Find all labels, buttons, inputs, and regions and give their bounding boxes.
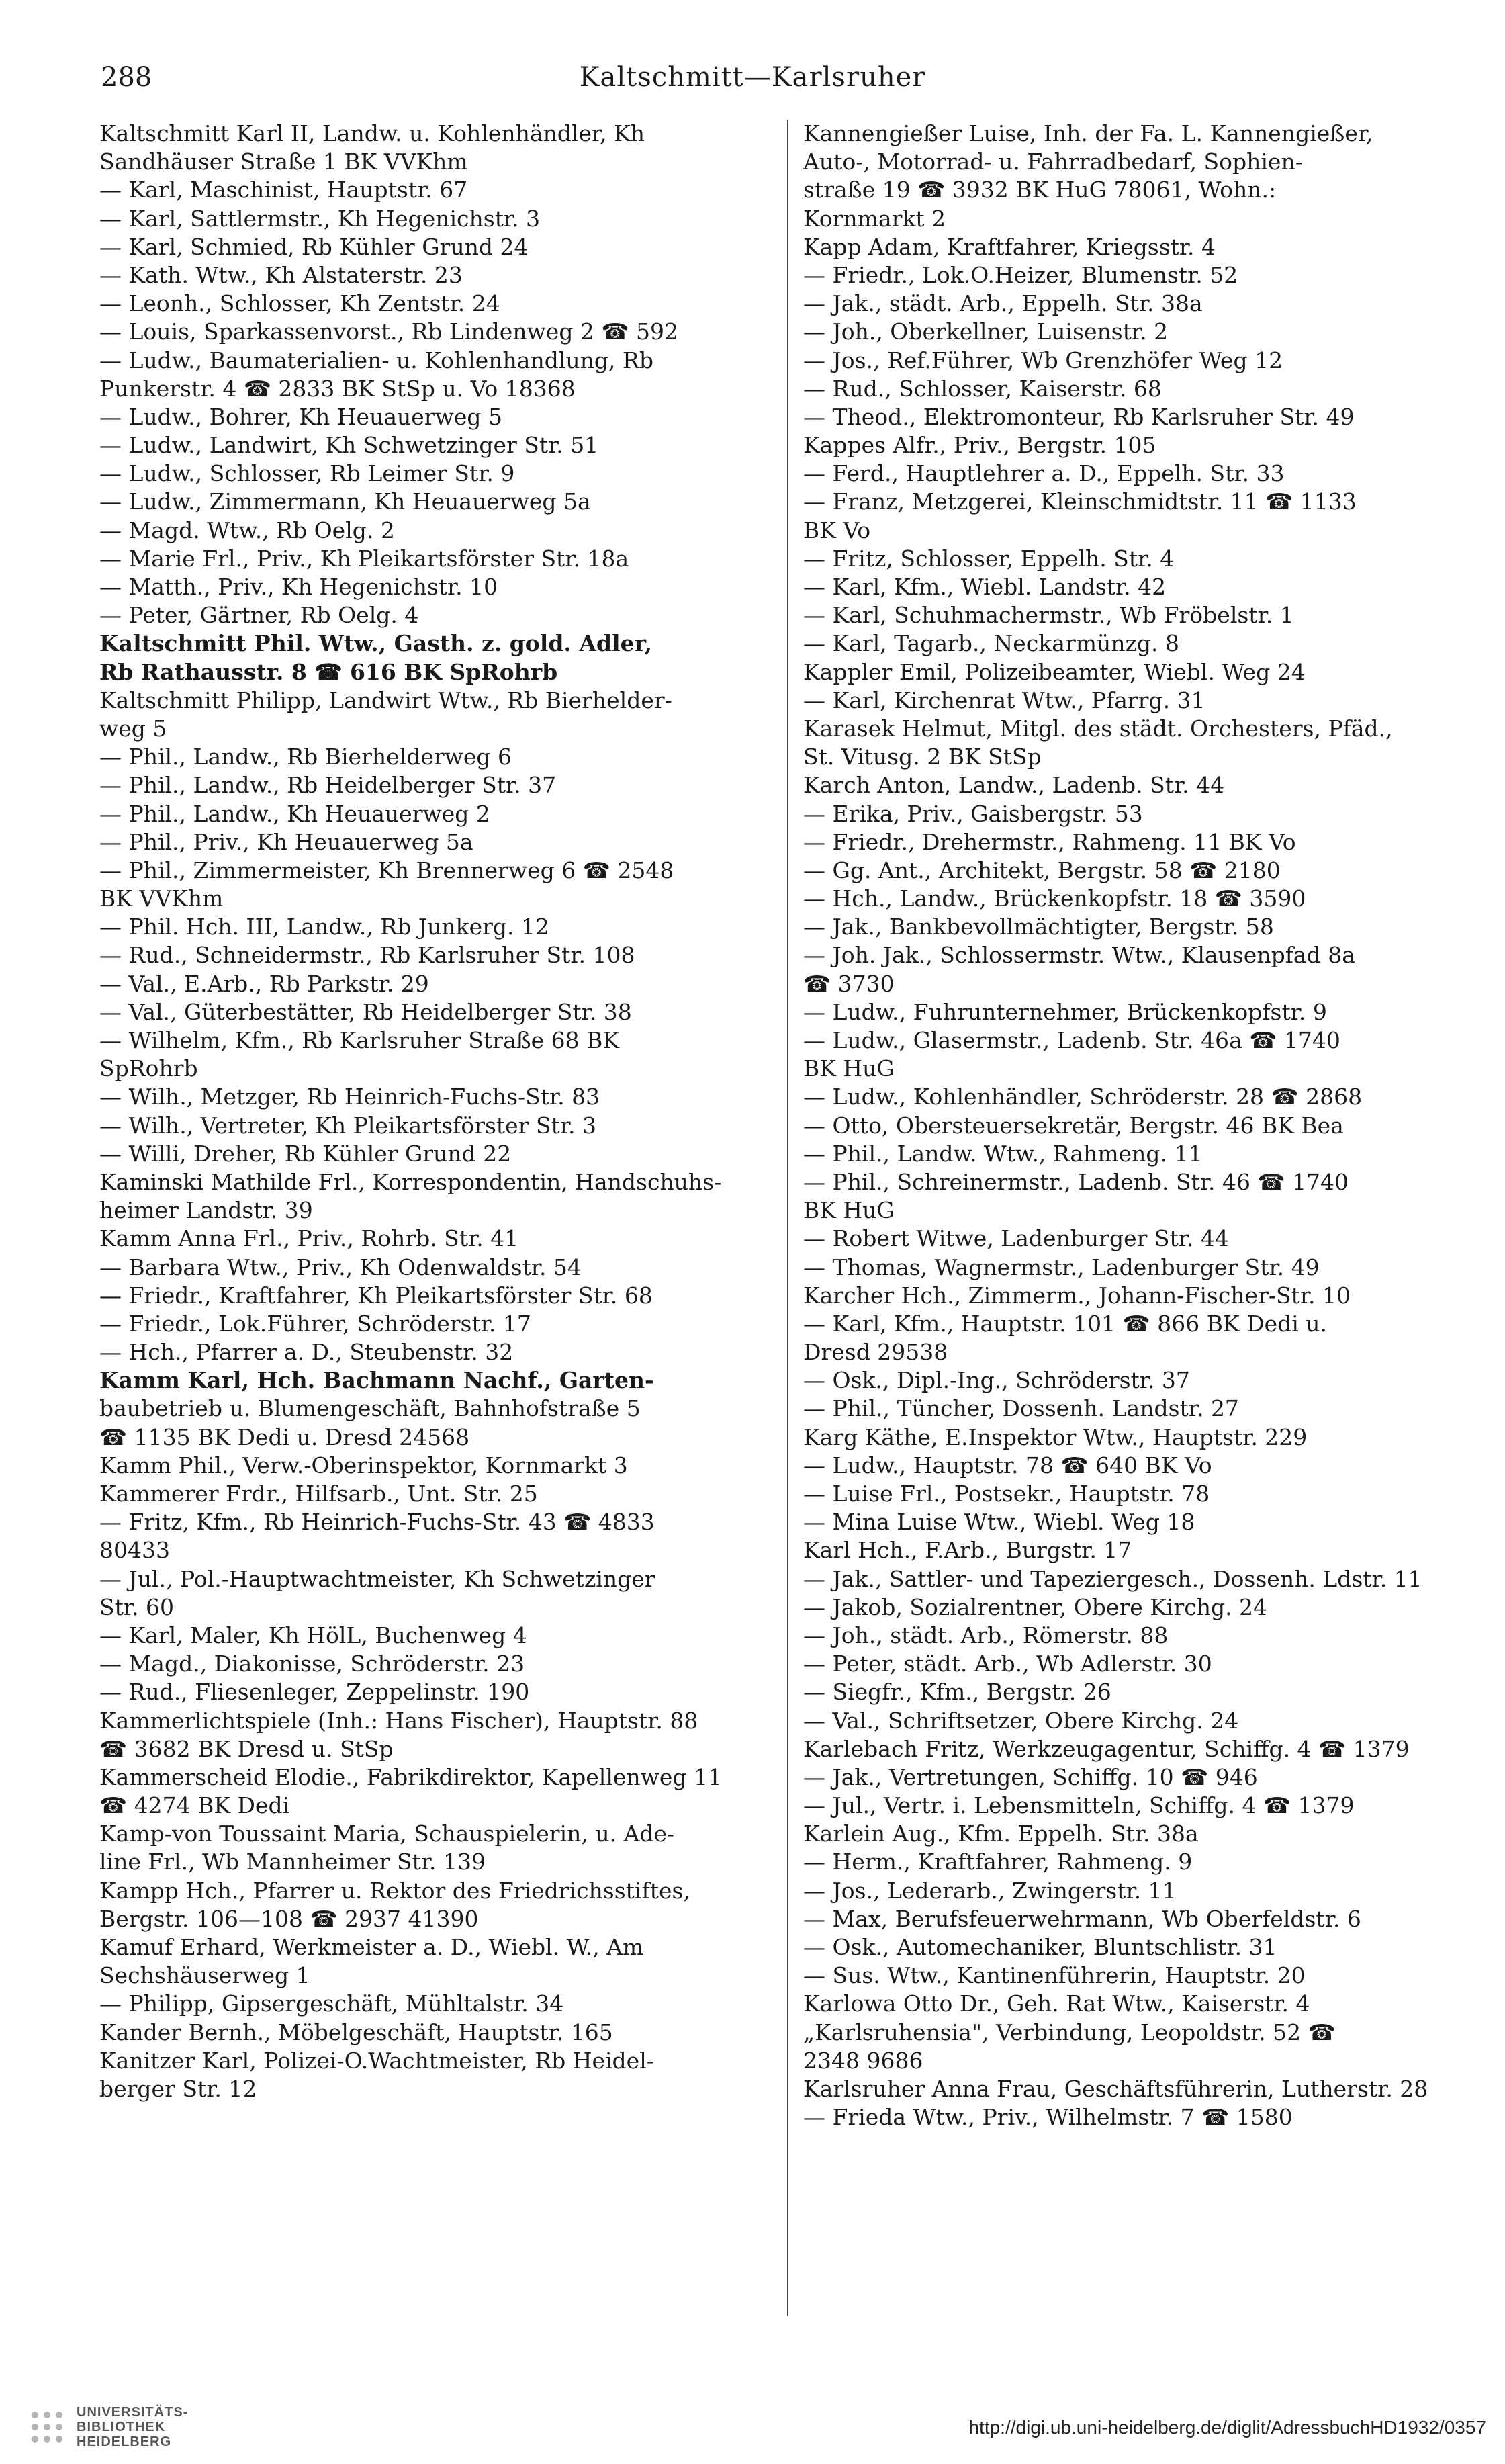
directory-line: Kamm Anna Frl., Priv., Rohrb. Str. 41 [99, 1225, 519, 1252]
directory-line: — Karl, Kirchenrat Wtw., Pfarrg. 31 [803, 687, 1205, 713]
directory-line: — Karl, Kfm., Wiebl. Landstr. 42 [803, 574, 1167, 600]
directory-line: — Magd. Wtw., Rb Oelg. 2 [99, 517, 395, 543]
directory-line: Kannengießer Luise, Inh. der Fa. L. Kannengießer, [803, 120, 1373, 146]
directory-line: — Phil., Landw., Rb Heidelberger Str. 37 [99, 772, 557, 799]
directory-line: straße 19 ☎ 3932 BK HuG 78061, Wohn.: [803, 177, 1277, 204]
directory-line: — Ludw., Glasermstr., Ladenb. Str. 46a ☎ 1740 [803, 1027, 1340, 1053]
library-logo [27, 2405, 188, 2449]
directory-line: — Louis, Sparkassenvorst., Rb Lindenweg 2 ☎ 592 [99, 318, 678, 345]
directory-line: Kornmarkt 2 [803, 205, 946, 232]
directory-line: — Erika, Priv., Gaisbergstr. 53 [803, 800, 1143, 827]
directory-line: 80433 [99, 1537, 170, 1564]
directory-line: Auto-, Motorrad- u. Fahrradbedarf, Sophien- [803, 148, 1303, 175]
directory-line: — Herm., Kraftfahrer, Rahmeng. 9 [803, 1849, 1193, 1876]
directory-line: — Phil., Zimmermeister, Kh Brennerweg 6 ☎ 2548 [99, 856, 674, 883]
directory-line: — Fritz, Kfm., Rb Heinrich-Fuchs-Str. 43 ☎ 4833 [99, 1509, 655, 1536]
directory-line: — Willi, Dreher, Rb Kühler Grund 22 [99, 1140, 512, 1167]
directory-line: Kammerlichtspiele (Inh.: Hans Fischer), Hauptstr. 88 [99, 1707, 698, 1734]
directory-line: berger Str. 12 [99, 2075, 257, 2102]
directory-line: — Ludw., Kohlenhändler, Schröderstr. 28 ☎ 2868 [803, 1084, 1363, 1110]
directory-line: — Karl, Sattlermstr., Kh Hegenichstr. 3 [99, 205, 541, 232]
directory-line: Karlebach Fritz, Werkzeugagentur, Schiffg. 4 ☎ 1379 [803, 1735, 1410, 1762]
directory-line: — Hch., Pfarrer a. D., Steubenstr. 32 [99, 1339, 514, 1366]
directory-line: — Wilh., Vertreter, Kh Pleikartsförster Str. 3 [99, 1112, 596, 1139]
directory-line: — Friedr., Lok.O.Heizer, Blumenstr. 52 [803, 261, 1238, 288]
directory-line: — Joh., Oberkellner, Luisenstr. 2 [803, 318, 1169, 345]
directory-line: Kaltschmitt Philipp, Landwirt Wtw., Rb Bierhelder- [99, 687, 672, 713]
directory-line: — Matth., Priv., Kh Hegenichstr. 10 [99, 574, 498, 600]
directory-line: Kaminski Mathilde Frl., Korrespondentin, Handschuhs- [99, 1168, 722, 1195]
directory-line: Karch Anton, Landw., Ladenb. Str. 44 [803, 772, 1225, 799]
directory-line: — Jak., Vertretungen, Schiffg. 10 ☎ 946 [803, 1763, 1258, 1790]
directory-line: BK HuG [803, 1197, 895, 1224]
directory-line: — Jakob, Sozialrentner, Obere Kirchg. 24 [803, 1593, 1268, 1620]
directory-line: — Phil., Landw., Kh Heuauerweg 2 [99, 800, 490, 827]
directory-line: Karlein Aug., Kfm. Eppelh. Str. 38a [803, 1820, 1199, 1847]
directory-line: — Ludw., Zimmermann, Kh Heuauerweg 5a [99, 488, 591, 515]
directory-line: — Val., E.Arb., Rb Parkstr. 29 [99, 970, 429, 997]
directory-line: Sechshäuserweg 1 [99, 1962, 310, 1989]
directory-line: — Val., Schriftsetzer, Obere Kirchg. 24 [803, 1707, 1239, 1734]
directory-line: Karasek Helmut, Mitgl. des städt. Orchesters, Pfäd., [803, 715, 1393, 742]
directory-line: — Ludw., Hauptstr. 78 ☎ 640 BK Vo [803, 1452, 1212, 1479]
directory-line: — Leonh., Schlosser, Kh Zentstr. 24 [99, 290, 500, 317]
directory-line: Kaltschmitt Karl II, Landw. u. Kohlenhändler, Kh [99, 120, 645, 146]
directory-line: — Ludw., Baumaterialien- u. Kohlenhandlung, Rb [99, 347, 653, 373]
source-url[interactable]: http://digi.ub.uni-heidelberg.de/diglit/AdressbuchHD1932/0357 [968, 2417, 1486, 2438]
directory-line: — Hch., Landw., Brückenkopfstr. 18 ☎ 3590 [803, 885, 1306, 912]
directory-line: BK HuG [803, 1055, 895, 1082]
directory-line: — Phil., Landw., Rb Bierhelderweg 6 [99, 744, 512, 771]
directory-line: — Phil., Schreinermstr., Ladenb. Str. 46 ☎ 1740 [803, 1168, 1349, 1195]
directory-line: — Friedr., Kraftfahrer, Kh Pleikartsförster Str. 68 [99, 1282, 653, 1309]
directory-line: line Frl., Wb Mannheimer Str. 139 [99, 1849, 486, 1876]
directory-line: — Jak., Sattler- und Tapeziergesch., Dossenh. Ldstr. 11 [803, 1565, 1422, 1592]
directory-line: — Theod., Elektromonteur, Rb Karlsruher Str. 49 [803, 403, 1355, 430]
directory-line: Kammerer Frdr., Hilfsarb., Unt. Str. 25 [99, 1481, 538, 1507]
directory-line: — Ludw., Fuhrunternehmer, Brückenkopfstr. 9 [803, 998, 1327, 1025]
directory-line: Karlowa Otto Dr., Geh. Rat Wtw., Kaiserstr. 4 [803, 1990, 1310, 2017]
directory-line: — Karl, Schuhmachermstr., Wb Fröbelstr. 1 [803, 602, 1294, 629]
directory-line: „Karlsruhensia", Verbindung, Leopoldstr. 52 ☎ [803, 2019, 1336, 2045]
directory-line: Kappes Alfr., Priv., Bergstr. 105 [803, 432, 1156, 459]
directory-line: Kander Bernh., Möbelgeschäft, Hauptstr. 165 [99, 2019, 613, 2045]
directory-line: Bergstr. 106—108 ☎ 2937 41390 [99, 1905, 479, 1932]
directory-line: — Ferd., Hauptlehrer a. D., Eppelh. Str. 33 [803, 460, 1285, 487]
directory-line: Kampp Hch., Pfarrer u. Rektor des Friedrichsstiftes, [99, 1877, 690, 1904]
directory-line: Kamp-von Toussaint Maria, Schauspielerin, u. Ade- [99, 1820, 675, 1847]
directory-line: ☎ 3682 BK Dresd u. StSp [99, 1735, 394, 1762]
directory-line: — Karl, Maler, Kh HölL, Buchenweg 4 [99, 1622, 527, 1648]
directory-line: — Ludw., Schlosser, Rb Leimer Str. 9 [99, 460, 515, 487]
logo-line-3: HEIDELBERG [77, 2434, 172, 2449]
directory-line: — Karl, Tagarb., Neckarmünzg. 8 [803, 630, 1180, 657]
directory-line: Sandhäuser Straße 1 BK VVKhm [99, 148, 468, 175]
directory-line: — Jos., Ref.Führer, Wb Grenzhöfer Weg 12 [803, 347, 1283, 373]
directory-line: Kappler Emil, Polizeibeamter, Wiebl. Weg 24 [803, 658, 1306, 685]
right-column [803, 120, 1475, 2316]
directory-line: — Jul., Pol.-Hauptwachtmeister, Kh Schwetzinger [99, 1565, 655, 1592]
directory-line: — Phil., Landw. Wtw., Rahmeng. 11 [803, 1140, 1203, 1167]
directory-line: — Barbara Wtw., Priv., Kh Odenwaldstr. 54 [99, 1253, 582, 1280]
directory-line: Kaltschmitt Phil. Wtw., Gasth. z. gold. Adler, [99, 630, 653, 657]
directory-line: ☎ 4274 BK Dedi [99, 1792, 290, 1819]
directory-line: — Karl, Kfm., Hauptstr. 101 ☎ 866 BK Dedi u. [803, 1310, 1328, 1337]
directory-line: Kamm Karl, Hch. Bachmann Nachf., Garten- [99, 1367, 654, 1394]
directory-line: — Ludw., Landwirt, Kh Schwetzinger Str. 51 [99, 432, 599, 459]
directory-line: — Phil. Hch. III, Landw., Rb Junkerg. 12 [99, 914, 549, 940]
directory-line: — Robert Witwe, Ladenburger Str. 44 [803, 1225, 1229, 1252]
directory-line: — Wilh., Metzger, Rb Heinrich-Fuchs-Str. 83 [99, 1084, 600, 1110]
directory-line: — Phil., Tüncher, Dossenh. Landstr. 27 [803, 1395, 1239, 1422]
directory-line: — Osk., Dipl.-Ing., Schröderstr. 37 [803, 1367, 1190, 1394]
directory-line: ☎ 3730 [803, 970, 895, 997]
directory-line: — Kath. Wtw., Kh Alstaterstr. 23 [99, 261, 463, 288]
directory-line: — Jul., Vertr. i. Lebensmitteln, Schiffg. 4 ☎ 1379 [803, 1792, 1355, 1819]
directory-line: ☎ 1135 BK Dedi u. Dresd 24568 [99, 1423, 470, 1450]
directory-line: — Peter, Gärtner, Rb Oelg. 4 [99, 602, 419, 629]
directory-line: Kapp Adam, Kraftfahrer, Kriegsstr. 4 [803, 233, 1216, 260]
directory-line: — Friedr., Drehermstr., Rahmeng. 11 BK Vo [803, 828, 1296, 855]
directory-line: St. Vitusg. 2 BK StSp [803, 744, 1042, 771]
left-column [99, 120, 771, 2316]
directory-line: — Jak., Bankbevollmächtigter, Bergstr. 58 [803, 914, 1274, 940]
logo-line-2: BIBLIOTHEK [77, 2420, 166, 2434]
directory-line: Karl Hch., F.Arb., Burgstr. 17 [803, 1537, 1132, 1564]
column-rule [787, 120, 788, 2316]
logo-line-1: UNIVERSITÄTS- [77, 2405, 189, 2420]
directory-line: — Karl, Maschinist, Hauptstr. 67 [99, 177, 468, 204]
directory-line: — Luise Frl., Postsekr., Hauptstr. 78 [803, 1481, 1210, 1507]
directory-line: Kanitzer Karl, Polizei-O.Wachtmeister, Rb Heidel- [99, 2047, 654, 2074]
directory-line: — Wilhelm, Kfm., Rb Karlsruher Straße 68 BK [99, 1027, 620, 1053]
directory-line: Karlsruher Anna Frau, Geschäftsführerin, Lutherstr. 28 [803, 2075, 1428, 2102]
directory-line: — Otto, Obersteuersekretär, Bergstr. 46 BK Bea [803, 1112, 1344, 1139]
directory-line: — Mina Luise Wtw., Wiebl. Weg 18 [803, 1509, 1195, 1536]
directory-line: — Magd., Diakonisse, Schröderstr. 23 [99, 1651, 525, 1677]
directory-line: — Frieda Wtw., Priv., Wilhelmstr. 7 ☎ 1580 [803, 2104, 1293, 2131]
directory-line: BK VVKhm [99, 885, 224, 912]
directory-line: — Rud., Schlosser, Kaiserstr. 68 [803, 375, 1162, 402]
directory-line: — Marie Frl., Priv., Kh Pleikartsförster Str. 18a [99, 545, 629, 572]
directory-line: — Joh. Jak., Schlossermstr. Wtw., Klausenpfad 8a [803, 942, 1355, 969]
directory-line: SpRohrb [99, 1055, 198, 1082]
page-number: 288 [101, 62, 152, 93]
directory-line: — Sus. Wtw., Kantinenführerin, Hauptstr. 20 [803, 1962, 1306, 1989]
directory-line: Str. 60 [99, 1593, 174, 1620]
running-head: Kaltschmitt—Karlsruher [579, 62, 926, 93]
directory-line: Punkerstr. 4 ☎ 2833 BK StSp u. Vo 18368 [99, 375, 576, 402]
directory-line: — Rud., Schneidermstr., Rb Karlsruher Str. 108 [99, 942, 635, 969]
directory-line: Rb Rathausstr. 8 ☎ 616 BK SpRohrb [99, 658, 558, 685]
directory-line: — Jos., Lederarb., Zwingerstr. 11 [803, 1877, 1177, 1904]
directory-line: — Ludw., Bohrer, Kh Heuauerweg 5 [99, 403, 502, 430]
directory-line: — Franz, Metzgerei, Kleinschmidtstr. 11 ☎ 1133 [803, 488, 1357, 515]
directory-line: BK Vo [803, 517, 871, 543]
directory-line: — Jak., städt. Arb., Eppelh. Str. 38a [803, 290, 1203, 317]
directory-line: — Rud., Fliesenleger, Zeppelinstr. 190 [99, 1679, 530, 1706]
directory-line: — Osk., Automechaniker, Bluntschlistr. 31 [803, 1934, 1277, 1960]
directory-line: weg 5 [99, 715, 167, 742]
directory-line: Kamuf Erhard, Werkmeister a. D., Wiebl. W., Am [99, 1934, 644, 1960]
directory-line: — Max, Berufsfeuerwehrmann, Wb Oberfeldstr. 6 [803, 1905, 1361, 1932]
library-emblem-icon [27, 2407, 67, 2447]
directory-line: baubetrieb u. Blumengeschäft, Bahnhofstraße 5 [99, 1395, 641, 1422]
directory-line: Karg Käthe, E.Inspektor Wtw., Hauptstr. 229 [803, 1423, 1308, 1450]
directory-line: — Peter, städt. Arb., Wb Adlerstr. 30 [803, 1651, 1212, 1677]
directory-line: Karcher Hch., Zimmerm., Johann-Fischer-Str. 10 [803, 1282, 1351, 1309]
directory-line: Kammerscheid Elodie., Fabrikdirektor, Kapellenweg 11 [99, 1763, 723, 1790]
directory-line: — Phil., Priv., Kh Heuauerweg 5a [99, 828, 473, 855]
directory-line: — Joh., städt. Arb., Römerstr. 88 [803, 1622, 1169, 1648]
directory-line: — Siegfr., Kfm., Bergstr. 26 [803, 1679, 1111, 1706]
directory-line: Kamm Phil., Verw.-Oberinspektor, Kornmarkt 3 [99, 1452, 628, 1479]
directory-line: — Val., Güterbestätter, Rb Heidelberger Str. 38 [99, 998, 632, 1025]
directory-line: — Karl, Schmied, Rb Kühler Grund 24 [99, 233, 529, 260]
directory-line: — Fritz, Schlosser, Eppelh. Str. 4 [803, 545, 1175, 572]
directory-line: heimer Landstr. 39 [99, 1197, 313, 1224]
directory-line: — Philipp, Gipsergeschäft, Mühltalstr. 34 [99, 1990, 564, 2017]
directory-line: 2348 9686 [803, 2047, 923, 2074]
directory-line: Dresd 29538 [803, 1339, 948, 1366]
directory-line: — Thomas, Wagnermstr., Ladenburger Str. 49 [803, 1253, 1320, 1280]
directory-line: — Gg. Ant., Architekt, Bergstr. 58 ☎ 2180 [803, 856, 1281, 883]
directory-line: — Friedr., Lok.Führer, Schröderstr. 17 [99, 1310, 531, 1337]
